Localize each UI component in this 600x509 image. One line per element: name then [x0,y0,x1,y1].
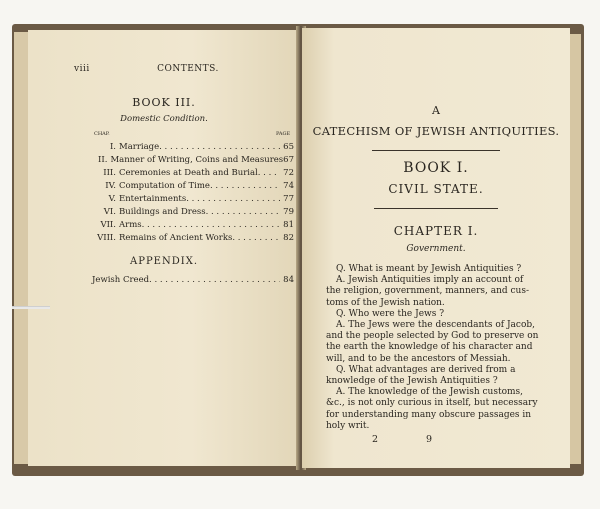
toc-title: Remains of Ancient Works [119,233,233,243]
right-page [302,28,570,468]
page-number: viii [74,64,90,74]
book-subheading: Domestic Condition. [120,114,208,124]
toc-chapter-number: V. [108,194,116,204]
appendix-heading: APPENDIX. [130,256,198,267]
toc-page: 77 [283,194,294,204]
toc-title: Manner of Writing, Coins and Measures [110,155,284,165]
toc-row [94,194,294,204]
text-line: the religion, government, manners, and cus- [326,286,529,297]
page-column-label: PAGE [276,131,291,137]
page-number: 9 [426,434,433,445]
leader-dots [258,168,280,178]
toc-page: 67 [283,155,294,165]
toc-page: 65 [283,142,294,152]
text-line: A. The knowledge of the Jewish customs, [336,387,524,398]
text-line: toms of the Jewish nation. [326,297,445,308]
running-head: CONTENTS. [157,64,219,74]
leader-dots [210,181,280,191]
toc-row [94,142,294,152]
title-article: A [432,104,440,117]
book-heading: BOOK III. [132,96,196,109]
toc-row [94,181,294,191]
toc-page: 81 [283,220,294,230]
toc-title: Buildings and Dress [119,207,206,217]
text-line: Q. Who were the Jews ? [336,308,445,319]
text-line: knowledge of the Jewish Antiquities ? [326,376,498,387]
leader-dots [159,142,280,152]
text-line: for understanding many obscure passages in [326,409,532,420]
left-page [28,30,300,466]
toc-row [94,207,294,217]
text-line: A. Jewish Antiquities imply an account of [336,275,524,286]
toc-row [94,155,294,165]
chap-column-label: CHAP. [94,131,110,137]
open-book [12,20,584,478]
toc-row [92,275,294,285]
text-line: the earth the knowledge of his character and [326,342,533,353]
toc-chapter-number: I. [109,142,116,152]
toc-chapter-number: VII. [100,220,116,230]
toc-page: 82 [283,233,294,243]
title-rule [372,150,500,151]
toc-chapter-number: IV. [105,181,116,191]
toc-title: Entertainments [119,194,187,204]
book-section: CIVIL STATE. [388,182,484,196]
toc-title: Jewish Creed [92,275,150,285]
toc-row [94,220,294,230]
toc-chapter-number: III. [103,168,116,178]
body-text [326,264,558,432]
leader-dots [232,233,280,243]
toc-page: 79 [283,207,294,217]
toc-page: 72 [283,168,294,178]
toc-title: Computation of Time [119,181,210,191]
text-line: Q. What advantages are derived from a [336,364,516,375]
chapter-heading: CHAPTER I. [393,224,479,238]
section-rule [374,208,498,209]
leader-dots [149,275,280,285]
toc-chapter-number: VIII. [97,233,116,243]
bookmark-string [12,306,50,309]
text-line: A. The Jews were the descendants of Jacob, [336,320,535,331]
leader-dots [186,194,280,204]
text-line: will, and to be the ancestors of Messiah. [326,353,511,364]
toc-chapter-number: II. [98,155,108,165]
toc-title: Arms [119,220,142,230]
toc-chapter-number: VI. [103,207,116,217]
toc-page: 84 [283,275,294,285]
toc-title: Marriage [119,142,160,152]
text-line: &c., is not only curious in itself, but necessary [326,398,538,409]
text-line: holy writ. [326,420,370,431]
toc-title: Ceremonies at Death and Burial [119,168,258,178]
toc-page: 74 [283,181,294,191]
text-line: and the people selected by God to preserve on [326,331,539,342]
signature-mark: 2 [372,434,379,445]
book-number: BOOK I. [403,160,469,176]
leader-dots [142,220,280,230]
text-line: Q. What is meant by Jewish Antiquities ? [336,264,522,274]
toc-row [94,168,294,178]
leader-dots [206,207,280,217]
chapter-subheading: Government. [406,244,466,254]
toc-row [94,233,294,243]
book-title: CATECHISM OF JEWISH ANTIQUITIES. [312,124,560,138]
